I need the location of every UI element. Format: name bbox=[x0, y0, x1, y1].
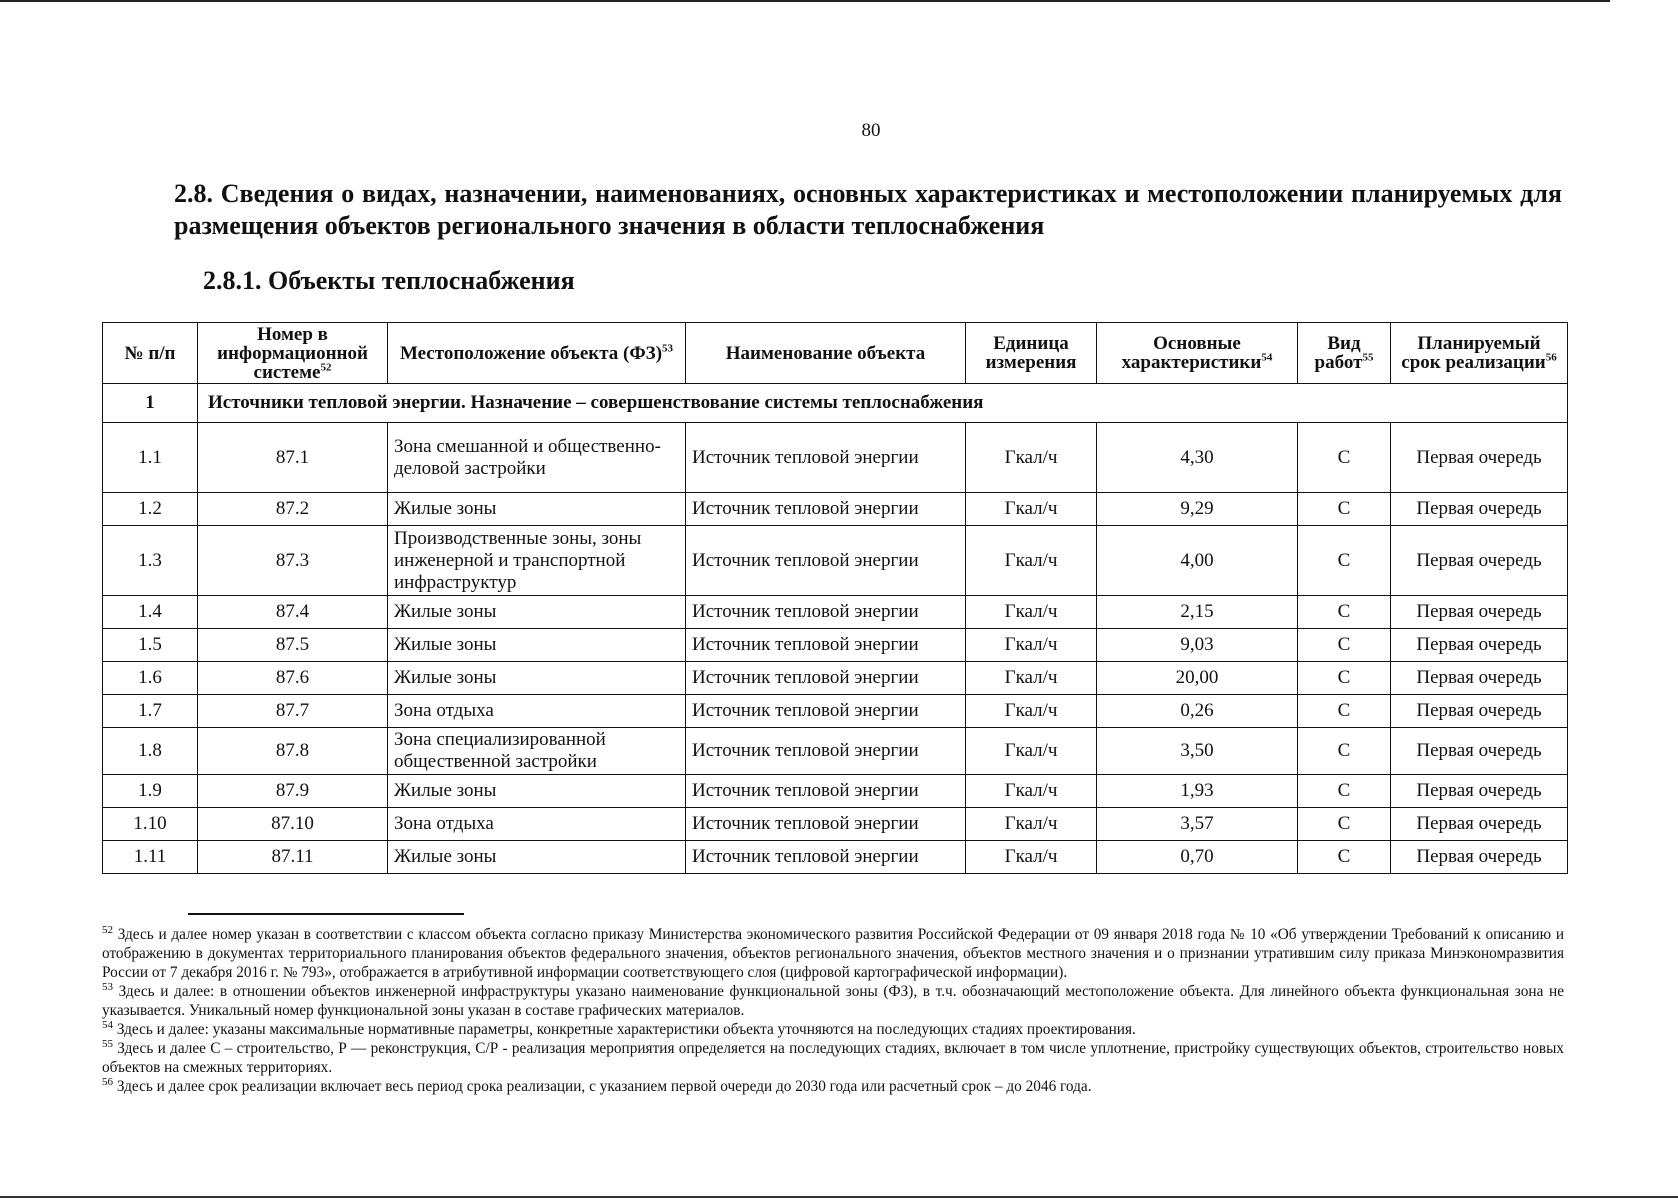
cell-number: 1.10 bbox=[103, 808, 198, 841]
cell-system-id: 87.3 bbox=[198, 526, 388, 596]
table-row bbox=[103, 695, 1568, 728]
cell-location: Производственные зоны, зоны инженерной и транспортной инфраструктур bbox=[388, 526, 686, 596]
cell-characteristic: 3,50 bbox=[1097, 728, 1298, 775]
header-cell: Наименование объекта bbox=[686, 323, 966, 384]
table-row bbox=[103, 493, 1568, 526]
cell-object-name: Источник тепловой энергии bbox=[686, 629, 966, 662]
cell-unit: Гкал/ч bbox=[966, 775, 1097, 808]
cell-term: Первая очередь bbox=[1391, 526, 1568, 596]
cell-characteristic: 3,57 bbox=[1097, 808, 1298, 841]
cell-location: Зона специализированной общественной застройки bbox=[388, 728, 686, 775]
cell-object-name: Источник тепловой энергии bbox=[686, 695, 966, 728]
cell-term: Первая очередь bbox=[1391, 728, 1568, 775]
cell-term: Первая очередь bbox=[1391, 596, 1568, 629]
header-cell: Номер в информационной системе$^{52}$ bbox=[198, 323, 388, 384]
cell-term: Первая очередь bbox=[1391, 493, 1568, 526]
cell-work-type: С bbox=[1298, 662, 1391, 695]
cell-work-type: С bbox=[1298, 526, 1391, 596]
cell-number: 1.3 bbox=[103, 526, 198, 596]
cell-unit: Гкал/ч bbox=[966, 526, 1097, 596]
group-row bbox=[103, 384, 1568, 423]
footnote: $^{55}$ Здесь и далее С – строительство, Р — реконструкция, С/Р - реализация мероприятия определяется на последующих стадиях, включает в том числе уплотнение, пристройку существующих объектов, строительство новых объектов на смежных территориях. bbox=[102, 1037, 1565, 1076]
cell-system-id: 87.7 bbox=[198, 695, 388, 728]
group-number: 1 bbox=[103, 384, 198, 423]
cell-unit: Гкал/ч bbox=[966, 596, 1097, 629]
cell-system-id: 87.11 bbox=[198, 841, 388, 874]
cell-work-type: С bbox=[1298, 423, 1391, 493]
cell-number: 1.8 bbox=[103, 728, 198, 775]
cell-characteristic: 9,29 bbox=[1097, 493, 1298, 526]
cell-work-type: С bbox=[1298, 808, 1391, 841]
header-cell: Планируемый срок реализации$^{56}$ bbox=[1391, 323, 1568, 384]
cell-location: Зона смешанной и общественно-деловой застройки bbox=[388, 423, 686, 493]
table-row bbox=[103, 728, 1568, 775]
cell-work-type: С bbox=[1298, 493, 1391, 526]
cell-characteristic: 9,03 bbox=[1097, 629, 1298, 662]
cell-location: Жилые зоны bbox=[388, 775, 686, 808]
cell-number: 1.9 bbox=[103, 775, 198, 808]
table-row bbox=[103, 629, 1568, 662]
cell-object-name: Источник тепловой энергии bbox=[686, 662, 966, 695]
header-cell: Единица измерения bbox=[966, 323, 1097, 384]
cell-system-id: 87.8 bbox=[198, 728, 388, 775]
cell-unit: Гкал/ч bbox=[966, 808, 1097, 841]
cell-work-type: С bbox=[1298, 695, 1391, 728]
cell-characteristic: 2,15 bbox=[1097, 596, 1298, 629]
table-row bbox=[103, 662, 1568, 695]
page-edge-bottom bbox=[0, 1196, 1678, 1198]
cell-work-type: С bbox=[1298, 775, 1391, 808]
cell-system-id: 87.6 bbox=[198, 662, 388, 695]
cell-system-id: 87.2 bbox=[198, 493, 388, 526]
footnote: $^{53}$ Здесь и далее: в отношении объектов инженерной инфраструктуры указано наименование функциональной зоны (ФЗ), в т.ч. обозначающий местоположение объекта. Для линейного объекта функциональная зона не указывается. Уникальный номер функциональной зоны указан в составе графических материалов. bbox=[102, 980, 1564, 1019]
cell-characteristic: 20,00 bbox=[1097, 662, 1298, 695]
cell-unit: Гкал/ч bbox=[966, 841, 1097, 874]
cell-characteristic: 1,93 bbox=[1097, 775, 1298, 808]
cell-term: Первая очередь bbox=[1391, 662, 1568, 695]
footnotes bbox=[102, 925, 1564, 1096]
cell-characteristic: 0,26 bbox=[1097, 695, 1298, 728]
table-row bbox=[103, 808, 1568, 841]
subsection-title: 2.8.1. Объекты теплоснабжения bbox=[203, 266, 575, 295]
cell-location: Жилые зоны bbox=[388, 841, 686, 874]
cell-location: Жилые зоны bbox=[388, 662, 686, 695]
cell-number: 1.2 bbox=[103, 493, 198, 526]
cell-location: Жилые зоны bbox=[388, 629, 686, 662]
cell-term: Первая очередь bbox=[1391, 629, 1568, 662]
cell-system-id: 87.1 bbox=[198, 423, 388, 493]
cell-term: Первая очередь bbox=[1391, 841, 1568, 874]
cell-number: 1.6 bbox=[103, 662, 198, 695]
cell-object-name: Источник тепловой энергии bbox=[686, 493, 966, 526]
cell-object-name: Источник тепловой энергии bbox=[686, 808, 966, 841]
footnote: $^{54}$ Здесь и далее: указаны максимальные нормативные параметры, конкретные характеристики объекта уточняются на последующих стадиях проектирования. bbox=[102, 1018, 1136, 1038]
table-row bbox=[103, 526, 1568, 596]
cell-object-name: Источник тепловой энергии bbox=[686, 596, 966, 629]
cell-work-type: С bbox=[1298, 728, 1391, 775]
cell-term: Первая очередь bbox=[1391, 423, 1568, 493]
page-edge-top bbox=[0, 0, 1610, 2]
header-cell: № п/п bbox=[103, 323, 198, 384]
cell-term: Первая очередь bbox=[1391, 775, 1568, 808]
cell-location: Зона отдыха bbox=[388, 695, 686, 728]
cell-location: Жилые зоны bbox=[388, 596, 686, 629]
cell-location: Зона отдыха bbox=[388, 808, 686, 841]
cell-characteristic: 4,00 bbox=[1097, 526, 1298, 596]
cell-location: Жилые зоны bbox=[388, 493, 686, 526]
header-cell: Местоположение объекта (ФЗ)$^{53}$ bbox=[388, 323, 686, 384]
table-row bbox=[103, 596, 1568, 629]
cell-unit: Гкал/ч bbox=[966, 695, 1097, 728]
heat-supply-objects-table bbox=[102, 322, 1568, 874]
cell-work-type: С bbox=[1298, 596, 1391, 629]
footnote: $^{52}$ Здесь и далее номер указан в соответствии с классом объекта согласно приказу Министерства экономического развития Российской Федерации от 09 января 2018 года № 10 «Об утверждении Требований к описанию и отображению в документах территориального планирования объектов федерального значения, объектов регионального значения, объектов местного значения и о признании утратившим силу приказа Минэкономразвития России от 7 декабря 2016 г. № 793», отображается в атрибутивной информации соответствующего слоя (цифровой картографической информации). bbox=[102, 923, 1565, 981]
cell-number: 1.4 bbox=[103, 596, 198, 629]
cell-object-name: Источник тепловой энергии bbox=[686, 841, 966, 874]
cell-work-type: С bbox=[1298, 841, 1391, 874]
cell-object-name: Источник тепловой энергии bbox=[686, 423, 966, 493]
cell-number: 1.7 bbox=[103, 695, 198, 728]
cell-unit: Гкал/ч bbox=[966, 423, 1097, 493]
cell-system-id: 87.4 bbox=[198, 596, 388, 629]
page-number: 80 bbox=[861, 120, 881, 141]
table-row bbox=[103, 775, 1568, 808]
cell-object-name: Источник тепловой энергии bbox=[686, 728, 966, 775]
cell-system-id: 87.5 bbox=[198, 629, 388, 662]
table-row bbox=[103, 841, 1568, 874]
group-title: Источники тепловой энергии. Назначение – совершенствование системы теплоснабжения bbox=[198, 384, 1568, 423]
cell-work-type: С bbox=[1298, 629, 1391, 662]
cell-term: Первая очередь bbox=[1391, 808, 1568, 841]
cell-object-name: Источник тепловой энергии bbox=[686, 775, 966, 808]
table-row bbox=[103, 423, 1568, 493]
cell-unit: Гкал/ч bbox=[966, 662, 1097, 695]
section-title: 2.8. Сведения о видах, назначении, наименованиях, основных характеристиках и местоположении планируемых для размещения объектов регионального значения в области теплоснабжения bbox=[174, 179, 1562, 240]
table-header-row bbox=[103, 323, 1568, 384]
cell-object-name: Источник тепловой энергии bbox=[686, 526, 966, 596]
cell-characteristic: 0,70 bbox=[1097, 841, 1298, 874]
cell-unit: Гкал/ч bbox=[966, 493, 1097, 526]
cell-number: 1.11 bbox=[103, 841, 198, 874]
cell-system-id: 87.10 bbox=[198, 808, 388, 841]
header-cell: Основные характеристики$^{54}$ bbox=[1097, 323, 1298, 384]
cell-system-id: 87.9 bbox=[198, 775, 388, 808]
cell-term: Первая очередь bbox=[1391, 695, 1568, 728]
cell-characteristic: 4,30 bbox=[1097, 423, 1298, 493]
cell-number: 1.1 bbox=[103, 423, 198, 493]
header-cell: Вид работ$^{55}$ bbox=[1298, 323, 1391, 384]
cell-unit: Гкал/ч bbox=[966, 728, 1097, 775]
footnote-separator bbox=[188, 913, 464, 915]
cell-unit: Гкал/ч bbox=[966, 629, 1097, 662]
cell-number: 1.5 bbox=[103, 629, 198, 662]
footnote: $^{56}$ Здесь и далее срок реализации включает весь период срока реализации, с указанием первой очереди до 2030 года или расчетный срок – до 2046 года. bbox=[102, 1075, 1092, 1095]
